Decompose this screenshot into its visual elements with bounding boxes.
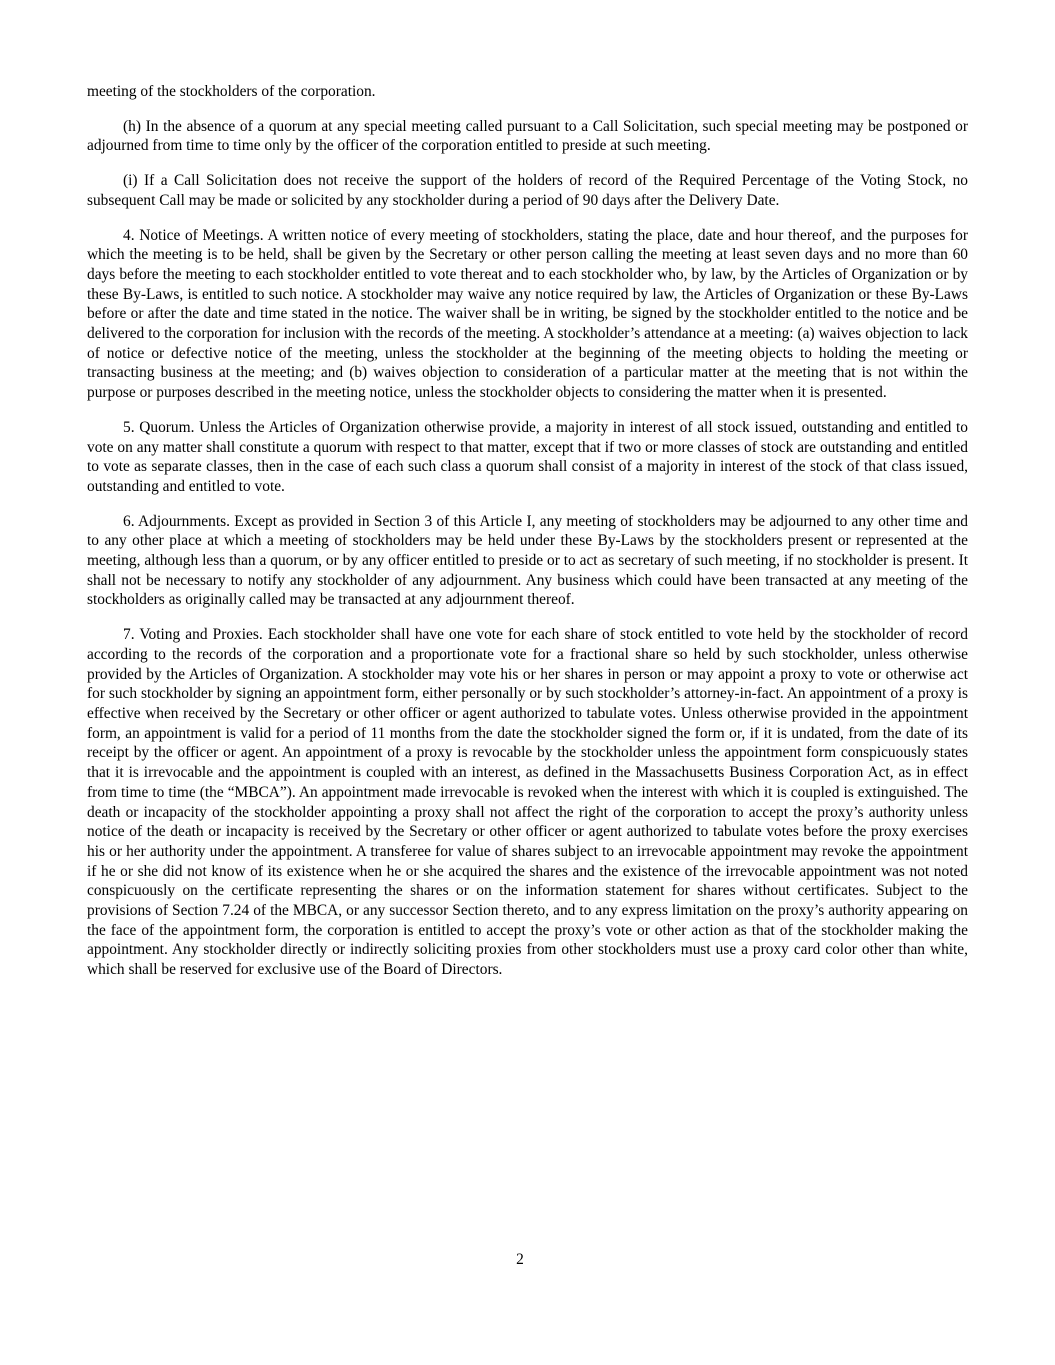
paragraph-i-call-solicitation: (i) If a Call Solicitation does not receive the support of the holders of record of the Required Percentage of the Voting Stock, no subsequent Call may be made or solicited by any stockholder during a period of 90 days after the Delivery Date.: [87, 172, 968, 209]
page-number: 2: [516, 1251, 524, 1268]
paragraph-continued: meeting of the stockholders of the corporation.: [87, 83, 376, 100]
paragraph-4-notice-of-meetings: 4. Notice of Meetings. A written notice of every meeting of stockholders, stating the place, date and hour thereof, and the purposes for which the meeting is to be held, shall be given by the Secretary or other person calling the meeting at least seven days and no more than 60 days before the meeting to each stockholder entitled to vote thereat and to each stockholder who, by law, by the Articles of Organization or by these By-Laws, is entitled to such notice. A stockholder may waive any notice required by law, the Articles of Organization or these By-Laws before or after the date and time stated in the notice. The waiver shall be in writing, be signed by the stockholder entitled to the notice and be delivered to the corporation for inclusion with the records of the meeting. A stockholder’s attendance at a meeting: (a) waives objection to lack of notice or defective notice of the meeting, unless the stockholder at the beginning of the meeting objects to holding the meeting or transacting business at the meeting; and (b) waives objection to consideration of a particular matter at the meeting that is not within the purpose or purposes described in the meeting notice, unless the stockholder objects to considering the matter when it is presented.: [87, 226, 968, 402]
paragraph-7-voting-and-proxies: 7. Voting and Proxies. Each stockholder shall have one vote for each share of stock entitled to vote held by the stockholder of record according to the records of the corporation and a proportionate vote for a fractional share so held by such stockholder, unless otherwise provided by the Articles of Organization. A stockholder may vote his or her shares in person or may appoint a proxy to vote or otherwise act for such stockholder by signing an appointment form, either personally or by such stockholder’s attorney-in-fact. An appointment of a proxy is effective when received by the Secretary or other officer or agent authorized to tabulate votes. Unless otherwise provided in the appointment form, an appointment is valid for a period of 11 months from the date the stockholder signed the form or, if it is undated, from the date of its receipt by the officer or agent. An appointment of a proxy is revocable by the stockholder unless the appointment form conspicuously states that it is irrevocable and the appointment is coupled with an interest, as defined in the Massachusetts Business Corporation Act, as in effect from time to time (the “MBCA”). An appointment made irrevocable is revoked when the interest with which it is coupled is extinguished. The death or incapacity of the stockholder appointing a proxy shall not affect the right of the corporation to accept the proxy’s authority unless notice of the death or incapacity is received by the Secretary or other officer or agent authorized to tabulate votes before the proxy exercises his or her authority under the appointment. A transferee for value of shares subject to an irrevocable appointment may revoke the appointment if he or she did not know of its existence when he or she acquired the shares and the existence of the irrevocable appointment was not noted conspicuously on the certificate representing the shares or on the information statement for shares without certificates. Subject to the provisions of Section 7.24 of the MBCA, or any successor Section thereto, and to any express limitation on the proxy’s authority appearing on the face of the appointment form, the corporation is entitled to accept the proxy’s vote or other action as that of the stockholder making the appointment. Any stockholder directly or indirectly soliciting proxies from other stockholders must use a proxy card color other than white, which shall be reserved for exclusive use of the Board of Directors.: [87, 626, 968, 979]
document-body: [87, 82, 968, 995]
paragraph-h-quorum-absence: (h) In the absence of a quorum at any special meeting called pursuant to a Call Solicitation, such special meeting may be postponed or adjourned from time to time only by the officer of the corporation entitled to preside at such meeting.: [87, 117, 968, 155]
paragraph-6-adjournments: 6. Adjournments. Except as provided in Section 3 of this Article I, any meeting of stockholders may be adjourned to any other time and to any other place at which a meeting of stockholders may be held under these By-Laws by the stockholders present or represented at the meeting, although less than a quorum, or by any officer entitled to preside or to act as secretary of such meeting, if no stockholder is present. It shall not be necessary to notify any stockholder of any adjournment. Any business which could have been transacted at any meeting of the stockholders as originally called may be transacted at any adjournment thereof.: [87, 512, 968, 609]
paragraph-5-quorum: 5. Quorum. Unless the Articles of Organization otherwise provide, a majority in interest of all stock issued, outstanding and entitled to vote on any matter shall constitute a quorum with respect to that matter, except that if two or more classes of stock are outstanding and entitled to vote as separate classes, then in the case of each such class a quorum shall consist of a majority in interest of the stock of that class issued, outstanding and entitled to vote.: [87, 418, 968, 495]
